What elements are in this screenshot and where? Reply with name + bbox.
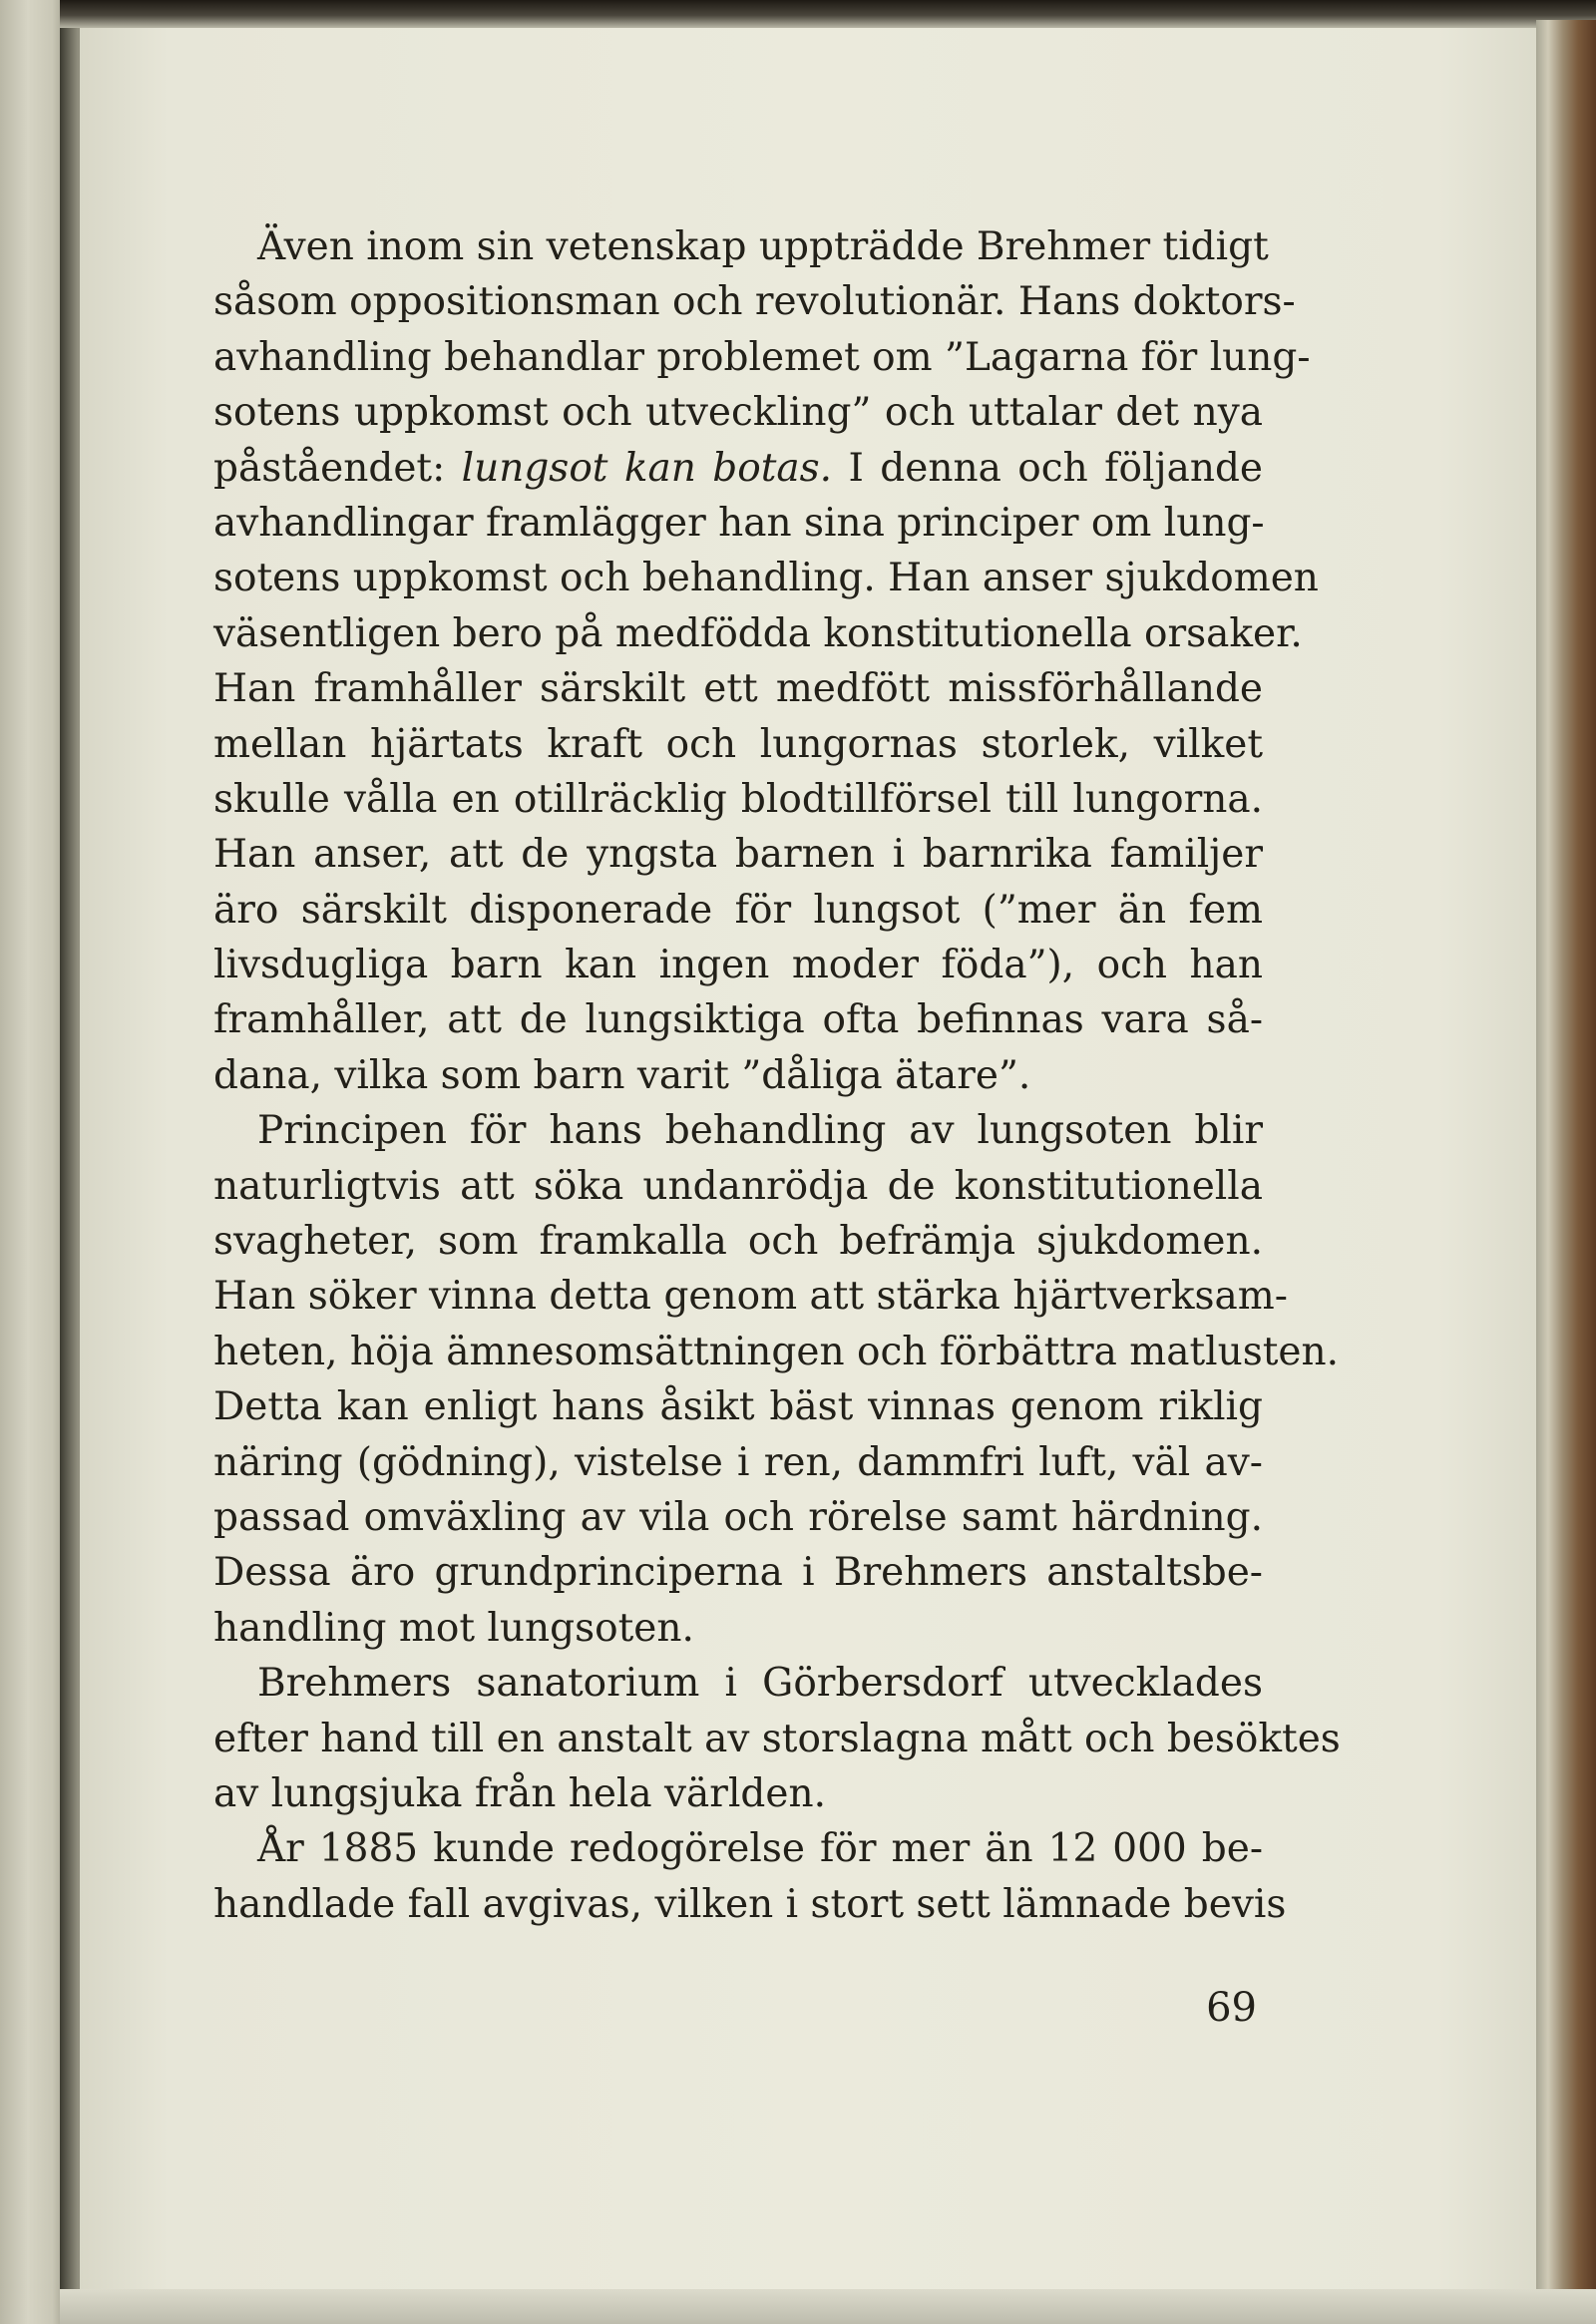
text-line: Även inom sin vetenskap uppträdde Brehmer tidigt	[257, 224, 1269, 269]
text-fragment: I denna och följande	[832, 445, 1263, 491]
text-line: Han anser, att de yngsta barnen i barnrika familjer	[213, 832, 1263, 878]
text-line: såsom oppositionsman och revolutionär. Hans doktors-	[213, 279, 1296, 325]
text-line: naturligtvis att söka undanrödja de konstitutionella	[213, 1163, 1263, 1209]
text-line: avhandling behandlar problemet om ”Lagarna för lung-	[213, 334, 1311, 380]
text-line: Dessa äro grundprinciperna i Brehmers anstaltsbe-	[213, 1550, 1263, 1596]
text-fragment: påståendet:	[213, 445, 462, 491]
text-line: sotens uppkomst och utveckling” och uttalar det nya	[213, 390, 1263, 436]
paragraph	[213, 1656, 1341, 1821]
text-line: näring (gödning), vistelse i ren, dammfri luft, väl av-	[213, 1439, 1263, 1485]
text-line: skulle vålla en otillräcklig blodtillförsel till lungorna.	[213, 776, 1263, 822]
body-text	[213, 219, 1341, 1932]
page-number: 69	[1206, 1985, 1257, 2031]
text-line: livsdugliga barn kan ingen moder föda”), och han	[213, 943, 1263, 988]
text-line: sotens uppkomst och behandling. Han anser sjukdomen	[213, 556, 1319, 601]
text-line: handling mot lungsoten.	[213, 1605, 694, 1651]
text-line: handlade fall avgivas, vilken i stort sett lämnade bevis	[213, 1881, 1287, 1927]
text-line: Principen för hans behandling av lungsoten blir	[257, 1108, 1263, 1154]
book-cover-edge	[1536, 20, 1596, 2324]
page-bottom-edge	[60, 2289, 1596, 2324]
text-line: väsentligen bero på medfödda konstitutionella orsaker.	[213, 610, 1303, 656]
text-line: Han framhåller särskilt ett medfött missförhållande	[213, 666, 1263, 712]
text-line: passad omväxling av vila och rörelse samt härdning.	[213, 1494, 1263, 1540]
text-line: mellan hjärtats kraft och lungornas storlek, vilket	[213, 721, 1263, 767]
paragraph	[213, 1103, 1340, 1656]
text-line: heten, höja ämnesomsättningen och förbättra matlusten.	[213, 1329, 1340, 1374]
text-line: Brehmers sanatorium i Görbersdorf utvecklades	[257, 1661, 1263, 1707]
text-line: Detta kan enligt hans åsikt bäst vinnas genom riklig	[213, 1384, 1263, 1430]
text-line: framhåller, att de lungsiktiga ofta befinnas vara så-	[213, 997, 1263, 1043]
paragraph	[213, 219, 1319, 1103]
text-line: dana, vilka som barn varit ”dåliga ätare”.	[213, 1052, 1031, 1098]
text-line: av lungsjuka från hela världen.	[213, 1770, 826, 1816]
text-line: avhandlingar framlägger han sina principer om lung-	[213, 500, 1265, 546]
page-top-edge	[60, 0, 1596, 28]
text-line: äro särskilt disponerade för lungsot (”mer än fem	[213, 887, 1263, 933]
emphasized-phrase: lungsot kan botas.	[461, 445, 833, 491]
text-line: Han söker vinna detta genom att stärka hjärtverksam-	[213, 1274, 1288, 1320]
text-line-with-emphasis	[213, 441, 1263, 496]
text-line: År 1885 kunde redogörelse för mer än 12 000 be-	[257, 1826, 1263, 1872]
text-line: svagheter, som framkalla och befrämja sjukdomen.	[213, 1219, 1263, 1265]
text-line: efter hand till en anstalt av storslagna mått och besöktes	[213, 1716, 1341, 1761]
paragraph	[213, 1821, 1287, 1932]
